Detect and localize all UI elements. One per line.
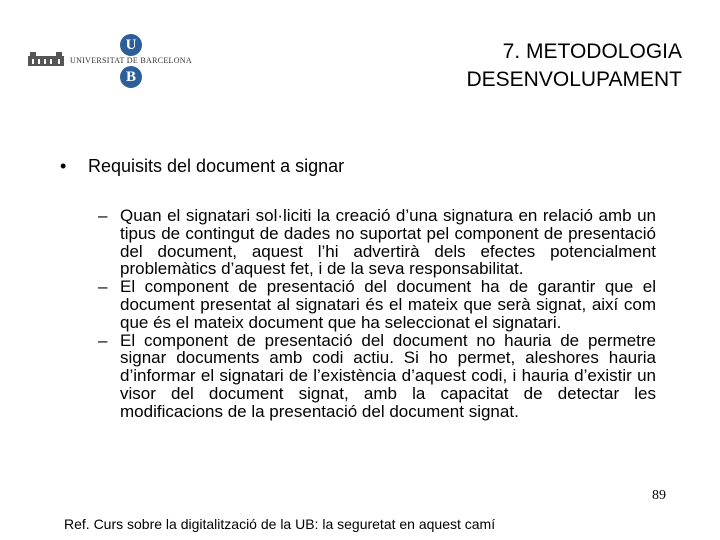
building-icon <box>28 52 64 66</box>
university-name: UNIVERSITAT DE BARCELONA <box>70 56 192 65</box>
title-line-1: 7. METODOLOGIA <box>502 40 682 63</box>
reference-note: Ref. Curs sobre la digitalització de la UB: la seguretat en aquest camí <box>64 516 496 532</box>
title-line-2: DESENVOLUPAMENT <box>466 68 682 91</box>
seal-u-icon: U <box>120 34 142 56</box>
subitem-2 <box>98 278 656 331</box>
page-number: 89 <box>652 488 666 503</box>
subitem-3 <box>98 332 656 421</box>
dash-mark: – <box>98 206 108 225</box>
subitem-text: El component de presentació del document no hauria de permetre signar documents amb codi actiu. Si ho permet, aleshores hauria d’informar el signatari de l’existència d’aquest codi, i hauria d’existir un visor del document signat, amb la capacitat de detectar les modificacions de la presentació del document signat. <box>120 330 656 421</box>
subitem-text: Quan el signatari sol·liciti la creació d’una signatura en relació amb un tipus de contingut de dades no suportat pel component de presentació del document, aquest l’hi advertirà dels efectes potencialment problemàtics d’aquest fet, i de la seva responsabilitat. <box>120 206 656 279</box>
dash-mark: – <box>98 277 108 297</box>
bullet-mark: • <box>60 156 67 176</box>
bullet-text: Requisits del document a signar <box>88 156 345 176</box>
university-logo <box>28 30 198 92</box>
dash-mark: – <box>98 330 108 350</box>
seal-b-icon: B <box>120 66 142 88</box>
slide-title <box>467 38 683 94</box>
subitem-1 <box>98 207 656 278</box>
bullet-item <box>60 156 344 177</box>
subitem-list <box>98 207 656 421</box>
subitem-text: El component de presentació del document ha de garantir que el document presentat al signatari és el mateix que serà signat, així com que és el mateix document que ha seleccionat el signatari. <box>120 277 656 332</box>
